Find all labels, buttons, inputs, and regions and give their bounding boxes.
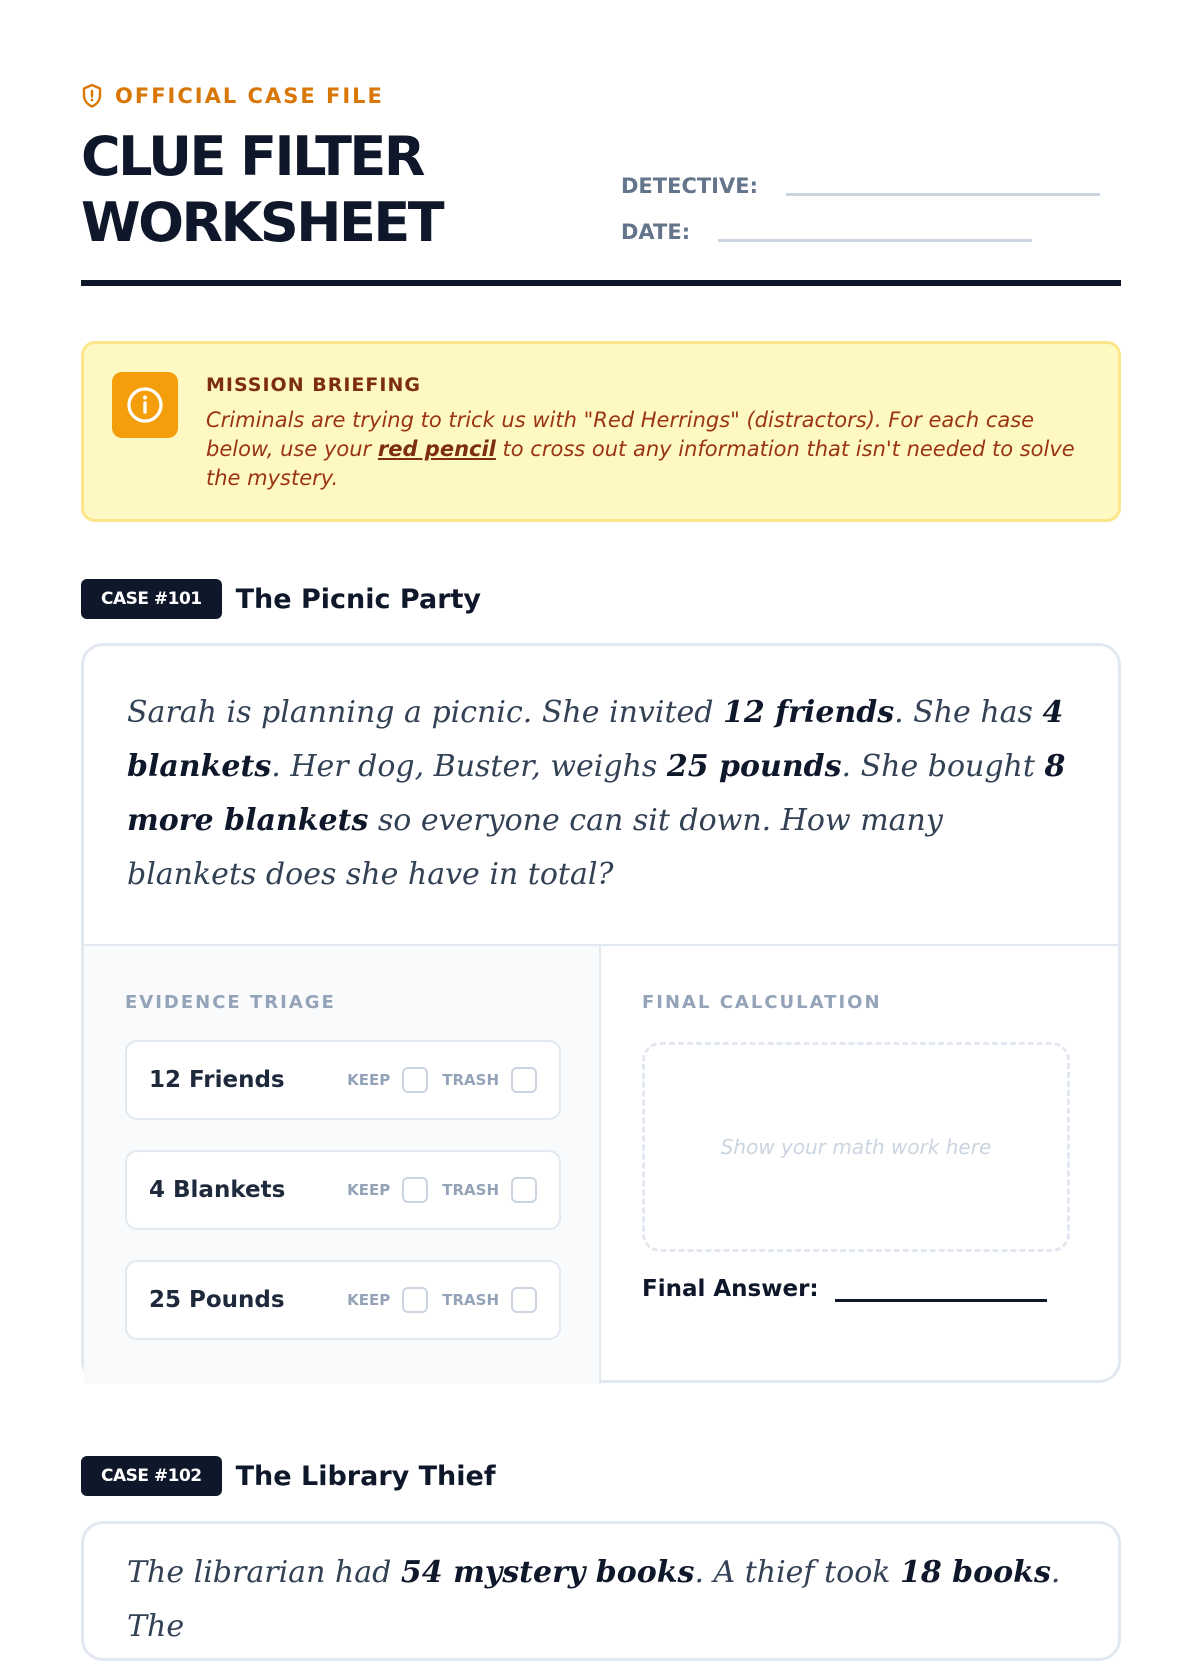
story-text: . Her dog, Buster, weighs (271, 749, 667, 784)
case-file-eyebrow (81, 83, 384, 109)
story-text: . She has (894, 695, 1043, 730)
case-heading (81, 1456, 496, 1496)
date-line[interactable] (718, 239, 1032, 242)
work-placeholder: Show your math work here (720, 1135, 992, 1159)
evidence-triage-label: EVIDENCE TRIAGE (125, 992, 336, 1013)
briefing-text-start: Criminals are trying to trick us with "Red Herrings" (distractors). For each case below, use your (206, 408, 1035, 461)
case-title: The Library Thief (235, 1460, 496, 1492)
eyebrow-label: OFFICIAL CASE FILE (115, 84, 384, 108)
keep-checkbox[interactable] (402, 1067, 428, 1093)
case-story (84, 1524, 1118, 1654)
final-answer-line[interactable] (835, 1299, 1047, 1302)
date-label: DATE: (621, 220, 691, 244)
story-clue: 4 blankets (127, 695, 1064, 784)
case-title: The Picnic Party (235, 583, 482, 615)
story-text: The librarian had (127, 1555, 401, 1590)
page-title-line-1: CLUE FILTER (81, 125, 423, 188)
case-workspace (84, 944, 1118, 1384)
trash-label: TRASH (442, 1071, 499, 1089)
case-badge: CASE #102 (81, 1456, 222, 1496)
briefing-text-end: to cross out any information that isn't needed to solve the mystery. (206, 437, 1075, 490)
keep-label: KEEP (347, 1291, 391, 1309)
briefing-highlight: red pencil (377, 437, 496, 461)
evidence-label: 25 Pounds (149, 1287, 285, 1313)
final-answer-field[interactable] (642, 1276, 1047, 1302)
evidence-label: 4 Blankets (149, 1177, 286, 1203)
story-text: so everyone can sit down. How many blankets does she have in total? (127, 803, 943, 892)
evidence-item (125, 1040, 561, 1120)
header-divider (81, 280, 1121, 286)
story-clue: 12 friends (723, 695, 895, 730)
final-calculation-label: FINAL CALCULATION (642, 992, 882, 1013)
story-text: . A thief took (694, 1555, 900, 1590)
keep-option[interactable] (347, 1067, 428, 1093)
page-title-line-2: WORKSHEET (81, 191, 443, 254)
trash-checkbox[interactable] (511, 1177, 537, 1203)
keep-option[interactable] (347, 1287, 428, 1313)
case-story (84, 646, 1118, 902)
trash-checkbox[interactable] (511, 1067, 537, 1093)
trash-label: TRASH (442, 1181, 499, 1199)
keep-checkbox[interactable] (402, 1287, 428, 1313)
detective-field[interactable] (621, 174, 1100, 198)
story-clue: 18 books (899, 1555, 1051, 1590)
story-text: Sarah is planning a picnic. She invited (127, 695, 724, 730)
case-card (81, 643, 1121, 1383)
detective-line[interactable] (786, 193, 1100, 196)
case-heading (81, 579, 481, 619)
story-text: . She bought (841, 749, 1045, 784)
evidence-item (125, 1150, 561, 1230)
keep-option[interactable] (347, 1177, 428, 1203)
math-work-area[interactable] (642, 1042, 1070, 1252)
briefing-title: MISSION BRIEFING (206, 374, 421, 396)
detective-label: DETECTIVE: (621, 174, 758, 198)
final-calculation-panel (601, 946, 1118, 1384)
trash-option[interactable] (442, 1287, 537, 1313)
story-clue: 54 mystery books (400, 1555, 695, 1590)
page-title (81, 124, 442, 256)
final-answer-label: Final Answer: (642, 1276, 819, 1302)
evidence-label: 12 Friends (149, 1067, 285, 1093)
trash-option[interactable] (442, 1177, 537, 1203)
shield-icon (81, 83, 103, 109)
date-field[interactable] (621, 220, 1032, 244)
evidence-triage-panel (84, 946, 601, 1384)
info-icon (112, 372, 178, 438)
trash-label: TRASH (442, 1291, 499, 1309)
keep-label: KEEP (347, 1071, 391, 1089)
briefing-text (206, 406, 1086, 493)
evidence-item (125, 1260, 561, 1340)
trash-checkbox[interactable] (511, 1287, 537, 1313)
trash-option[interactable] (442, 1067, 537, 1093)
mission-briefing (81, 341, 1121, 522)
story-text: . The (127, 1555, 1061, 1644)
keep-label: KEEP (347, 1181, 391, 1199)
case-badge: CASE #101 (81, 579, 222, 619)
case-card (81, 1521, 1121, 1661)
story-clue: 8 more blankets (127, 749, 1066, 838)
keep-checkbox[interactable] (402, 1177, 428, 1203)
story-clue: 25 pounds (666, 749, 842, 784)
